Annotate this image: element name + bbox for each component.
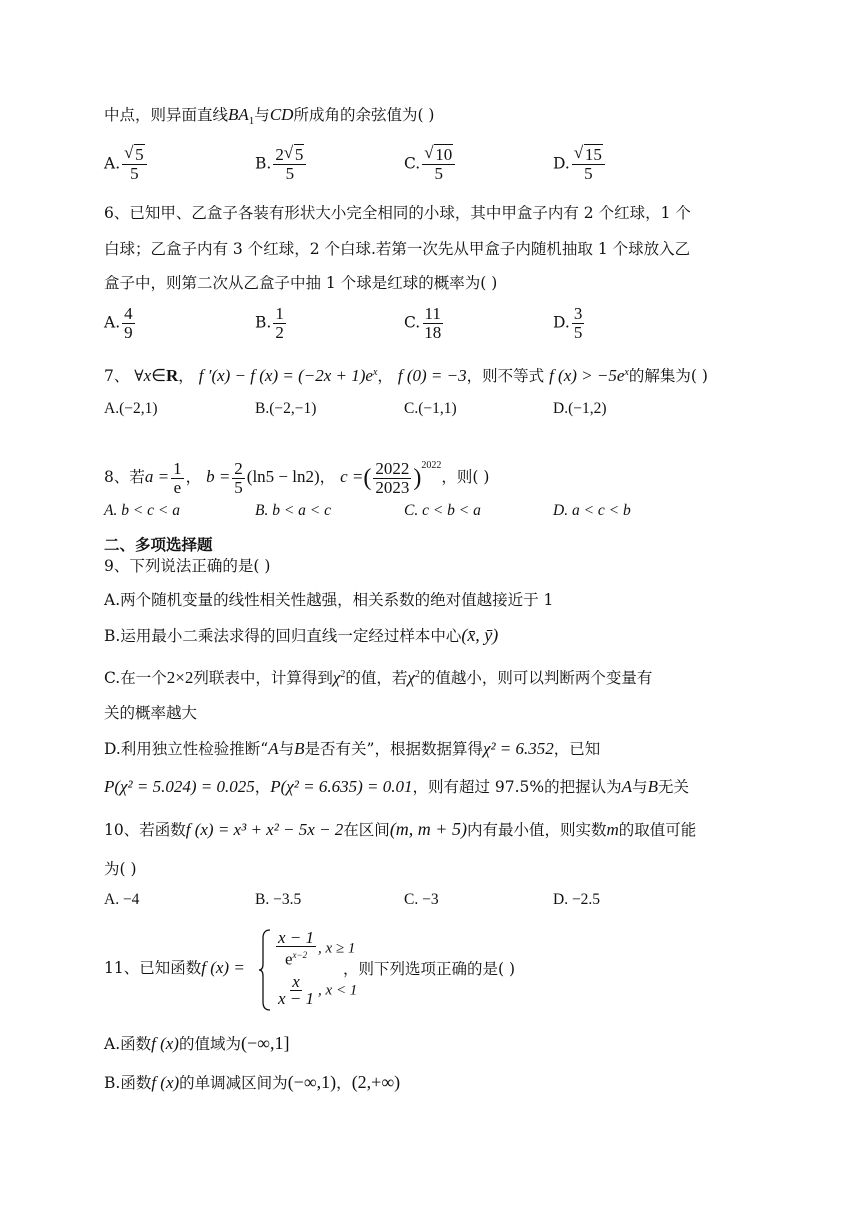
q5-option-b (255, 146, 308, 183)
q6-a-label: A. (104, 313, 121, 332)
q9-b-text: B.运用最小二乘法求得的回归直线一定经过样本中心 (104, 627, 462, 645)
q6-c-frac (422, 305, 443, 342)
q8-a-den: e (173, 477, 182, 497)
q5-d-rad: 15 (584, 145, 602, 164)
q9-option-c-line1 (104, 664, 652, 689)
q11-b-3: 的单调减区间为 (179, 1074, 288, 1092)
q7-stem (104, 362, 708, 387)
q11-a-fx: f (x) (151, 1034, 179, 1053)
q11-b-comma: ， (336, 1074, 352, 1092)
q6-d-frac (572, 305, 585, 342)
q6-line1: 6、已知甲、乙盒子各装有形状大小完全相同的小球，其中甲盒子内有 2 个红球，1 个 (104, 204, 691, 222)
q9-d-e: 是否有关”，根据数据算得 (304, 740, 483, 758)
q11-pre-text: 11、已知函数 (104, 959, 202, 977)
q8-c-num: 2022 (375, 458, 410, 478)
q9-c-chi2: χ (407, 668, 415, 688)
q9-d-A: A (268, 739, 279, 758)
q10-option-b: B. −3.5 (255, 891, 302, 908)
q6-b-num: 1 (275, 304, 284, 323)
q5-seg-ba: BA (228, 105, 249, 124)
q9-c-d: 的值，若 (345, 669, 408, 688)
q5-b-rad: 5 (294, 145, 304, 164)
q8-option-d: D. a < c < b (553, 502, 631, 519)
q8-c-frac (373, 460, 411, 497)
q11-b-int2: (2,+∞) (351, 1072, 401, 1092)
q6-c-den: 18 (424, 323, 442, 342)
q5-option-a (104, 146, 149, 183)
q5-option-c (404, 146, 457, 183)
q6-c-label: C. (404, 313, 421, 332)
q5-mid: 与 (254, 106, 270, 124)
q5-a-label: A. (104, 154, 121, 173)
q7-eq3-sup: x (624, 367, 629, 378)
q10-option-c: C. −3 (404, 891, 439, 908)
q5-stem (104, 104, 434, 132)
q9-d-p2: P(χ² = 6.635) = 0.01 (270, 777, 413, 796)
q6-line3: 盒子中，则第二次从乙盒子中抽 1 个球是红球的概率为( ) (104, 274, 498, 292)
q6-a-frac (122, 305, 135, 342)
q9-d-chi: χ² = 6.352 (482, 739, 554, 758)
q6-line2: 白球；乙盒子内有 3 个红球，2 个白球.若第一次先从甲盒子内随机抽取 1 个球放入乙 (104, 240, 691, 258)
q5-seg-ba-sub: 1 (248, 115, 255, 128)
q6-a-num: 4 (124, 304, 133, 323)
q9-d-comma: ， (254, 778, 271, 796)
q8-b-frac (232, 460, 245, 497)
q9-d-unrelated: 无关 (657, 778, 689, 796)
q5-a-den: 5 (130, 164, 139, 183)
q5-b-label: B. (255, 154, 272, 173)
q11-a-range: (−∞,1] (240, 1033, 290, 1053)
q9-c-f: 的值越小，则可以判断两个变量有 (419, 669, 653, 688)
q9-d-B2: B (647, 777, 658, 796)
q5-tail: 所成角的余弦值为( ) (293, 106, 435, 124)
q11-p1-cond: , x ≥ 1 (318, 940, 356, 957)
q9-b-center: (x̄, ȳ) (461, 625, 499, 645)
q9-c-a: C.在一个 (104, 669, 167, 688)
q11-b-1: B.函数 (104, 1074, 152, 1092)
q5-c-frac (422, 146, 455, 183)
q5-c-den: 5 (434, 164, 443, 183)
q5-stem-text: 中点，则异面直线 (104, 106, 229, 124)
q7-c1: ， (178, 367, 194, 386)
q9-c-chi1-sup: 2 (340, 669, 346, 680)
q8-c: c = (340, 467, 364, 486)
q9-c-b: 列联表中，计算得到 (193, 669, 333, 688)
q10-tail: 内有最小值，则实数 (466, 821, 607, 839)
q9-option-c-line2: 关的概率越大 (104, 704, 198, 722)
q7-option-c: C.(−1,1) (404, 400, 457, 417)
q9-d-concl: ，则有超过 97.5%的把握认为 (412, 778, 622, 796)
q5-c-label: C. (404, 154, 421, 173)
q7-eq1-sup: x (372, 367, 378, 378)
q6-a-den: 9 (124, 323, 133, 342)
section-title: 二、多项选择题 (104, 536, 213, 554)
q8-b-ln: (ln5 − ln2) (246, 467, 320, 486)
q8-b-num: 2 (234, 458, 243, 478)
q6-d-label: D. (553, 313, 570, 332)
q9-d-B: B (294, 739, 305, 758)
q7-eq3: f (x) > −5e (549, 366, 625, 386)
q6-b-label: B. (255, 313, 272, 332)
q10-tail2: 的取值可能 (618, 821, 697, 839)
q5-option-d (553, 146, 607, 183)
q5-a-rad: 5 (135, 145, 144, 164)
q6-b-frac (273, 305, 286, 342)
q11-pre (104, 957, 245, 979)
q11-a-3: 的值域为 (178, 1035, 241, 1053)
q6-option-b (255, 305, 288, 342)
q11-tail: ，则下列选项正确的是( ) (343, 960, 516, 978)
q5-b-coef: 2 (275, 145, 284, 164)
q11-b-fx: f (x) (151, 1073, 180, 1092)
q7-eq2: f (0) = −3 (397, 366, 467, 386)
q6-c-num: 11 (424, 304, 441, 323)
q8-c1: ， (185, 468, 202, 486)
q11-fx: f (x) = (201, 958, 245, 977)
q8-tail: ，则( ) (441, 468, 490, 486)
q7-r: R (166, 366, 179, 386)
q8-lparen: ( (363, 465, 372, 491)
q6-option-a (104, 305, 137, 342)
q9-option-b (104, 624, 498, 647)
q8-option-c: C. c < b < a (404, 502, 481, 519)
q6-d-den: 5 (573, 323, 583, 342)
q9-d-g: ，已知 (553, 740, 601, 758)
q9-c-table: 2×2 (166, 668, 194, 688)
q11-option-b (104, 1071, 400, 1094)
q11-p1-den (283, 947, 309, 968)
q5-d-label: D. (553, 154, 570, 173)
q9-c-chi2-sup: 2 (414, 669, 420, 680)
q9-c-chi1: χ (332, 668, 341, 688)
q11-p2-frac (276, 974, 316, 1007)
q7-in: ∈ (151, 366, 167, 386)
q7-c3: ，则不等式 (466, 367, 545, 386)
q11-p1-den-base: e (284, 949, 293, 969)
q9-d-a: D.利用独立性检验推断“ (104, 740, 269, 758)
q11-option-a (104, 1032, 289, 1055)
q11-brace (258, 928, 272, 1012)
q8-stem (104, 446, 489, 497)
q5-b-frac (273, 146, 306, 183)
q9-d-with: 与 (278, 740, 295, 758)
q11-p1-frac (276, 930, 316, 968)
q10-option-d: D. −2.5 (553, 891, 601, 908)
q9-option-d-line1 (104, 738, 600, 760)
q7-option-a: A.(−2,1) (104, 400, 158, 417)
q5-d-den: 5 (584, 164, 593, 183)
q6-d-num: 3 (573, 304, 583, 323)
q5-seg-cd: CD (269, 105, 294, 124)
q9-d-A2: A (621, 777, 633, 796)
q8-a: a = (144, 467, 170, 486)
q8-option-a: A. b < c < a (104, 502, 181, 519)
q10-fx: f (x) = x³ + x² − 5x − 2 (185, 820, 344, 839)
q9-option-a: A.两个随机变量的线性相关性越强，相关系数的绝对值越接近于 1 (104, 591, 554, 609)
q9-d-p1: P(χ² = 5.024) = 0.025 (104, 777, 255, 796)
q8-rparen: ) (413, 465, 422, 491)
q9-option-d-line2 (104, 776, 689, 798)
q5-d-frac (572, 146, 605, 183)
q8-c-exp: 2022 (421, 460, 442, 471)
q10-option-a: A. −4 (104, 891, 140, 908)
q7-tail: 的解集为( ) (628, 367, 708, 386)
q9-stem: 9、下列说法正确的是( ) (104, 557, 271, 575)
q7-option-d: D.(−1,2) (553, 400, 607, 417)
q8-a-num: 1 (173, 458, 182, 478)
q5-a-frac (122, 146, 147, 183)
q8-c2: ， (319, 468, 336, 486)
q6-option-d (553, 305, 586, 342)
q8-c-den: 2023 (375, 477, 410, 497)
q8-b: b = (206, 467, 231, 486)
q6-option-c (404, 305, 445, 342)
q11-p1-num: x − 1 (278, 928, 315, 947)
q7-x: x (143, 366, 152, 386)
q9-d-with2: 与 (632, 778, 648, 796)
q10-m: m (606, 820, 619, 839)
q8-pre: 8、若 (104, 468, 145, 486)
q10-mid: 在区间 (343, 821, 390, 839)
q10-stem (104, 818, 696, 841)
q11-p2-num: x (292, 972, 300, 991)
q6-b-den: 2 (275, 323, 284, 342)
q5-b-den: 5 (285, 164, 295, 183)
q7-option-b: B.(−2,−1) (255, 400, 317, 417)
q11-p1-den-sup: x−2 (292, 950, 308, 960)
q10-pre: 10、若函数 (104, 821, 186, 839)
q10-line2: 为( ) (104, 860, 137, 878)
q5-c-rad: 10 (435, 145, 453, 164)
q8-b-den: 5 (234, 477, 243, 497)
q11-a-1: A.函数 (104, 1035, 152, 1053)
q8-option-b: B. b < a < c (255, 502, 332, 519)
q7-pre: 7、 ∀ (104, 367, 144, 386)
q7-c2: ， (377, 367, 393, 386)
q8-a-frac (171, 460, 184, 497)
q11-p2-cond: , x < 1 (318, 982, 358, 999)
q11-p2-den: x − 1 (278, 989, 315, 1008)
q10-interval: (m, m + 5) (389, 819, 467, 839)
q7-eq1: f ′(x) − f (x) = (−2x + 1)e (198, 366, 373, 386)
q11-b-int1: (−∞,1) (287, 1072, 337, 1092)
